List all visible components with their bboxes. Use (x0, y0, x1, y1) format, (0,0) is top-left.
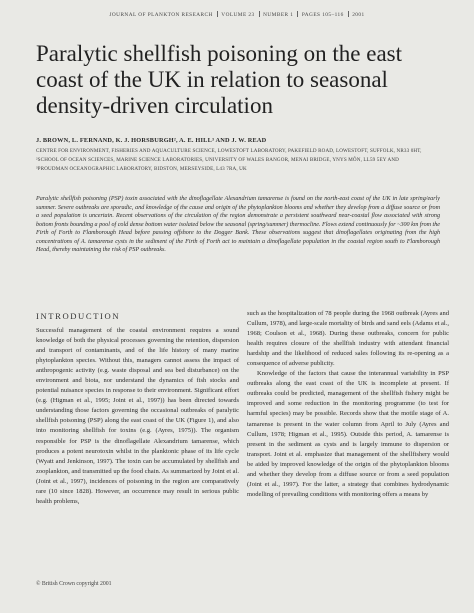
journal-name: JOURNAL OF PLANKTON RESEARCH (109, 12, 213, 18)
affiliations (36, 147, 448, 173)
affiliation-line: ³PROUDMAN OCEANOGRAPHIC LABORATORY, BIDSTON, MERSEYSIDE, L43 7RA, UK (36, 165, 247, 172)
affiliation-line: ²SCHOOL OF OCEAN SCIENCES, MARINE SCIENCE LABORATORIES, UNIVERSITY OF WALES BANGOR, MENAI BRIDGE, YNYS MÔN, LL59 5EY AND (36, 156, 399, 163)
abstract: Paralytic shellfish poisoning (PSP) toxin associated with the dinoflagellate Alexandrium tamarense is found on the north-east coast of the UK in late spring/early summer. Severe outbreaks are sporadic, and knowledge of the cause and origin of the phytoplankton blooms and whether they develop from a diffuse source or from a seed population is uncertain. Recent observations of the circulation of the region demonstrate a persistent southward near-coastal flow associated with strong bottom fronts bounding a pool of cold dense bottom water isolated below the seasonal (spring/summer) thermocline. Flows extend continuously for ~300 km from the Firth of Forth to Flamborough Head before passing offshore to the Dogger Bank. These observations suggest that dinoflagellates originating from the high concentrations of A. tamarense cysts in the sediment of the Firth of Forth act to maintain a dinoflagellate population in the coastal region south to Flamborough Head, thereby maintaining the risk of PSP outbreaks. (36, 196, 440, 253)
affiliation-line: CENTRE FOR ENVIRONMENT, FISHERIES AND AQUACULTURE SCIENCE, LOWESTOFT LABORATORY, PAKEFIELD ROAD, LOWESTOFT, SUFFOLK, NR33 0HT, (36, 148, 422, 154)
body-paragraph: Knowledge of the factors that cause the interannual variability in PSP outbreaks along the east coast of the UK is incomplete at present. If outbreaks could be predicted, management of the shellfish fishery might be improved and some reduction in the monitoring programme (to test for harmful species) may be possible. Records show that the motile stage of A. tamarense is present in the water column from April to July (Ayres and Cullum, 1978; Higman et al., 1995). Outside this period, A. tamarense is present in the sediment as cysts and is largely immune to dispersion or transport. Joint et al. emphasize that management of the shellfishery would be aided by improved knowledge of the origin of the phytoplankton blooms and whether they develop from a diffuse source or from a seed population (Joint et al., 1997). For the latter, a strategy that combines hydrodynamic modelling of prevailing conditions with monitoring offers a means by (247, 370, 449, 498)
body-column-left (36, 326, 239, 507)
header-divider (259, 11, 260, 17)
running-header (0, 11, 474, 18)
header-divider (297, 11, 298, 17)
section-heading-introduction: INTRODUCTION (36, 311, 121, 321)
body-paragraph: Successful management of the coastal environment requires a sound knowledge of both the physical processes governing the retention, dispersion and transport of contaminants, and of the life history of many marine phytoplankton species. Without this, managers cannot assess the impact of anthropogenic activity (e.g. waste disposal and sea bed disturbance) on the environment and biota, nor understand the dynamics of fish stocks and potential nuisance species in response to their environment. Significant effort (e.g. (Higman et al., 1995; Joint et al., 1997)) has been directed towards understanding those factors governing the occasional outbreaks of paralytic shellfish poisoning (PSP) along the east coast of the UK (Figure 1), and also into monitoring shellfish for toxins (e.g. (Ayres, 1975)). The organism responsible for PSP is the dinoflagellate Alexandrium tamarense, which produces a potent neurotoxin whilst in the planktonic phase of its life cycle (Wyatt and Jenkinson, 1997). The toxin can be accumulated by shellfish and zooplankton, and transmitted up the food chain. As summarized by Joint et al. (Joint et al., 1997), incidences of poisoning in the region are comparatively rare (10 since 1828). However, an occurrence may result in serious public health problems, (36, 327, 239, 505)
body-paragraph: such as the hospitalization of 78 people during the 1968 outbreak (Ayres and Cullum, 1978), and large-scale mortality of birds and sand eels (Adams et al., 1968; Coulson et al., 1968). During these outbreaks, concern for public health requires closure of the shellfish industry with attendant financial hardship and the likelihood of reduced sales following its re-opening as a consequence of adverse publicity. (247, 310, 449, 368)
author-list: J. BROWN, L. FERNAND, K. J. HORSBURGH², A. E. HILL³ AND J. W. READ (36, 137, 267, 144)
volume: VOLUME 23 (221, 12, 255, 18)
body-column-right (247, 309, 449, 500)
year: 2001 (352, 12, 365, 18)
paper-title: Paralytic shellfish poisoning on the east coast of the UK in relation to seasonal density-driven circulation (36, 41, 403, 118)
issue-number: NUMBER 1 (263, 12, 294, 18)
header-divider (217, 11, 218, 17)
header-divider (348, 11, 349, 17)
copyright-notice: © British Crown copyright 2001 (36, 581, 112, 587)
page-range: PAGES 105–116 (301, 12, 344, 18)
